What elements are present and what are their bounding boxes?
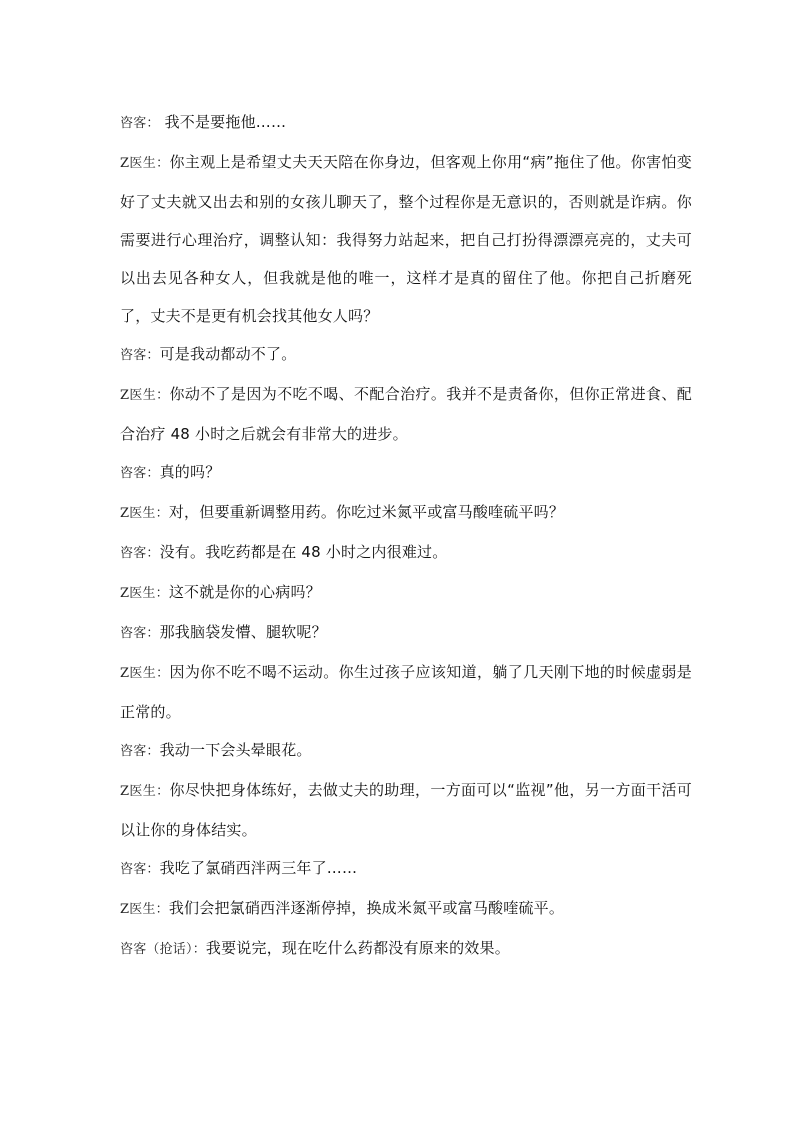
dialogue-text: 你动不了是因为不吃不喝、不配合治疗。我并不是责备你，但你正常进食、配合治疗 48 小时之后就会有非常大的进步。 bbox=[120, 385, 692, 443]
speaker-label: Z医生： bbox=[120, 666, 170, 681]
dialogue-line bbox=[120, 453, 692, 493]
speaker-label: 咨客： bbox=[120, 626, 160, 641]
speaker-label: Z医生： bbox=[120, 784, 170, 799]
dialogue-text: 我不是要拖他…… bbox=[159, 113, 287, 131]
speaker-label: 咨客： bbox=[120, 466, 160, 481]
dialogue-line bbox=[120, 613, 692, 653]
speaker-label: Z医生： bbox=[120, 388, 170, 403]
dialogue-line bbox=[120, 533, 692, 573]
dialogue-line bbox=[120, 573, 692, 613]
dialogue-line bbox=[120, 889, 692, 929]
dialogue-text: 这不就是你的心病吗？ bbox=[168, 583, 321, 601]
dialogue-text: 真的吗？ bbox=[159, 463, 221, 481]
speaker-label: Z医生： bbox=[120, 586, 169, 601]
dialogue-line bbox=[120, 375, 692, 453]
speaker-label: 咨客： bbox=[120, 348, 160, 363]
dialogue-text: 我们会把氯硝西泮逐渐停掉，换成米氮平或富马酸喹硫平。 bbox=[168, 899, 565, 917]
dialogue-line bbox=[120, 653, 692, 731]
dialogue-text: 我吃了氯硝西泮两三年了…… bbox=[159, 859, 358, 877]
dialogue-text: 没有。我吃药都是在 48 小时之内很难过。 bbox=[159, 543, 448, 561]
dialogue-line bbox=[120, 143, 692, 335]
dialogue-text: 因为你不吃不喝不运动。你生过孩子应该知道，躺了几天刚下地的时候虚弱是正常的。 bbox=[120, 663, 692, 721]
speaker-label: 咨客： bbox=[120, 546, 160, 561]
dialogue-text: 你尽快把身体练好，去做丈夫的助理，一方面可以“监视”他，另一方面干活可以让你的身体结实。 bbox=[120, 781, 693, 839]
dialogue-text: 我动一下会头晕眼花。 bbox=[159, 741, 312, 759]
dialogue-text: 你主观上是希望丈夫天天陪在你身边，但客观上你用“病”拖住了他。你害怕变好了丈夫就又出去和别的女孩儿聊天了，整个过程你是无意识的，否则就是诈病。你需要进行心理治疗，调整认知：我得努力站起来，把自己打扮得漂漂亮亮的，丈夫可以出去见各种女人，但我就是他的唯一，这样才是真的留住了他。你把自己折磨死了，丈夫不是更有机会找其他女人吗？ bbox=[120, 153, 693, 325]
dialogue-text: 可是我动都动不了。 bbox=[159, 345, 297, 363]
dialogue-line bbox=[120, 493, 692, 533]
dialogue-line bbox=[120, 849, 692, 889]
speaker-label: 咨客： bbox=[120, 744, 160, 759]
speaker-label: 咨客（抢话）： bbox=[120, 942, 206, 957]
dialogue-text: 对，但要重新调整用药。你吃过米氮平或富马酸喹硫平吗？ bbox=[168, 503, 565, 521]
dialogue-line bbox=[120, 929, 692, 969]
speaker-label: 咨客： bbox=[120, 116, 160, 131]
speaker-label: Z医生： bbox=[120, 902, 169, 917]
speaker-label: 咨客： bbox=[120, 862, 160, 877]
speaker-label: Z医生： bbox=[120, 156, 170, 171]
dialogue-text: 我要说完，现在吃什么药都没有原来的效果。 bbox=[205, 939, 510, 957]
dialogue-line bbox=[120, 771, 692, 849]
dialogue-line bbox=[120, 103, 692, 143]
dialogue-line bbox=[120, 335, 692, 375]
speaker-label: Z医生： bbox=[120, 506, 169, 521]
dialogue-line bbox=[120, 731, 692, 771]
dialogue-text: 那我脑袋发懵、腿软呢？ bbox=[159, 623, 327, 641]
document-page bbox=[120, 103, 692, 969]
